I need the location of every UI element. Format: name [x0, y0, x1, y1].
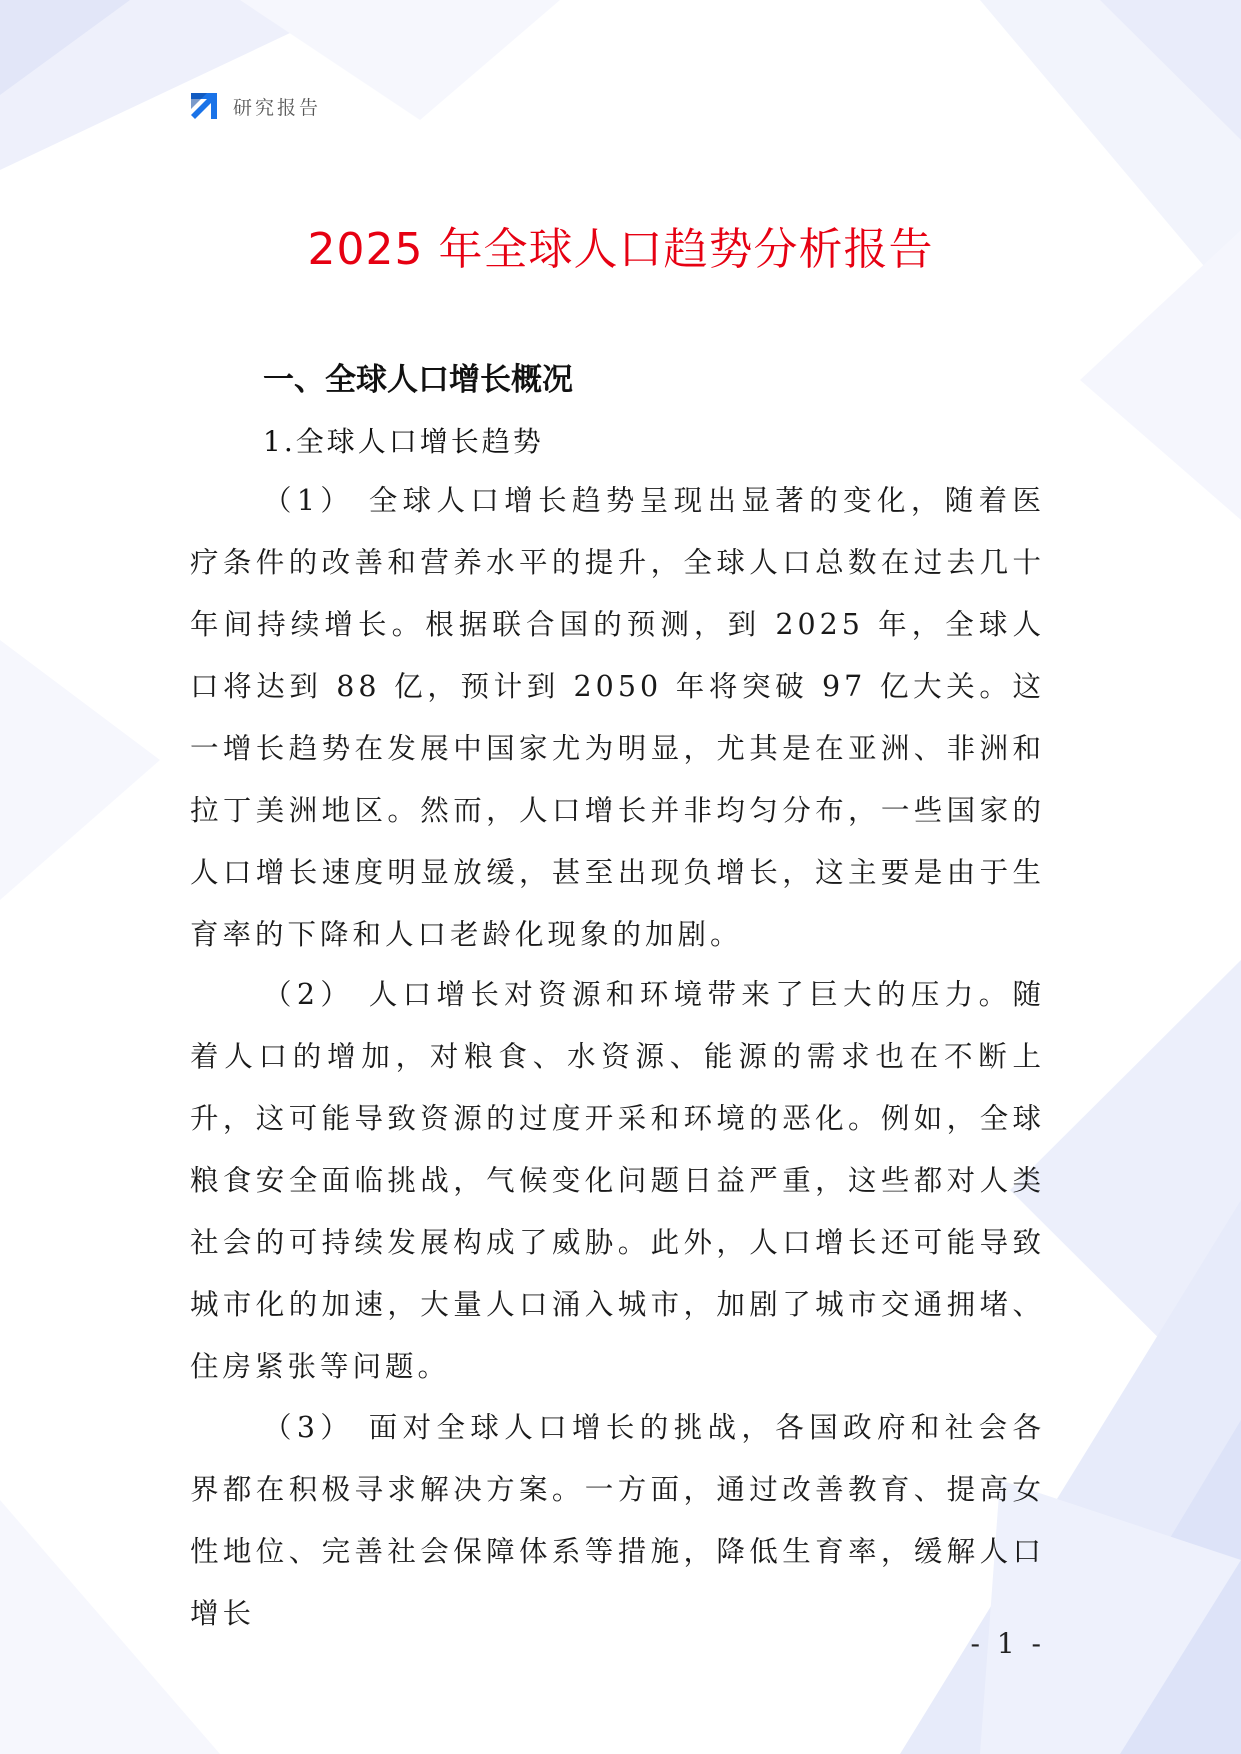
document-title: 2025 年全球人口趋势分析报告 [307, 224, 934, 275]
arrow-up-right-icon [187, 89, 221, 123]
page-number: - 1 - [970, 1627, 1045, 1660]
section-heading: 一、全球人口增长概况 [263, 362, 573, 398]
sub-heading: 1.全球人口增长趋势 [263, 425, 544, 458]
header-label: 研究报告 [233, 96, 322, 119]
paragraph-3: （3） 面对全球人口增长的挑战，各国政府和社会各界都在积极寻求解决方案。一方面，通过改善教育、提高女性地位、完善社会保障体系等措施，降低生育率，缓解人口增长 [190, 1411, 1045, 1630]
paragraph-1: （1） 全球人口增长趋势呈现出显著的变化，随着医疗条件的改善和营养水平的提升，全球人口总数在过去几十年间持续增长。根据联合国的预测，到 2025 年，全球人口将达到 88 亿，预计到 2050 年将突破 97 亿大关。这一增长趋势在发展中国家尤为明显，尤其是在亚洲、非洲和拉丁美洲地区。然而，人口增长并非均匀分布，一些国家的人口增长速度明显放缓，甚至出现负增长，这主要是由于生育率的下降和人口老龄化现象的加剧。 [190, 484, 1045, 951]
paragraph-2: （2） 人口增长对资源和环境带来了巨大的压力。随着人口的增加，对粮食、水资源、能源的需求也在不断上升，这可能导致资源的过度开采和环境的恶化。例如，全球粮食安全面临挑战，气候变化问题日益严重，这些都对人类社会的可持续发展构成了威胁。此外，人口增长还可能导致城市化的加速，大量人口涌入城市，加剧了城市交通拥堵、住房紧张等问题。 [190, 978, 1045, 1383]
report-header [187, 88, 321, 124]
